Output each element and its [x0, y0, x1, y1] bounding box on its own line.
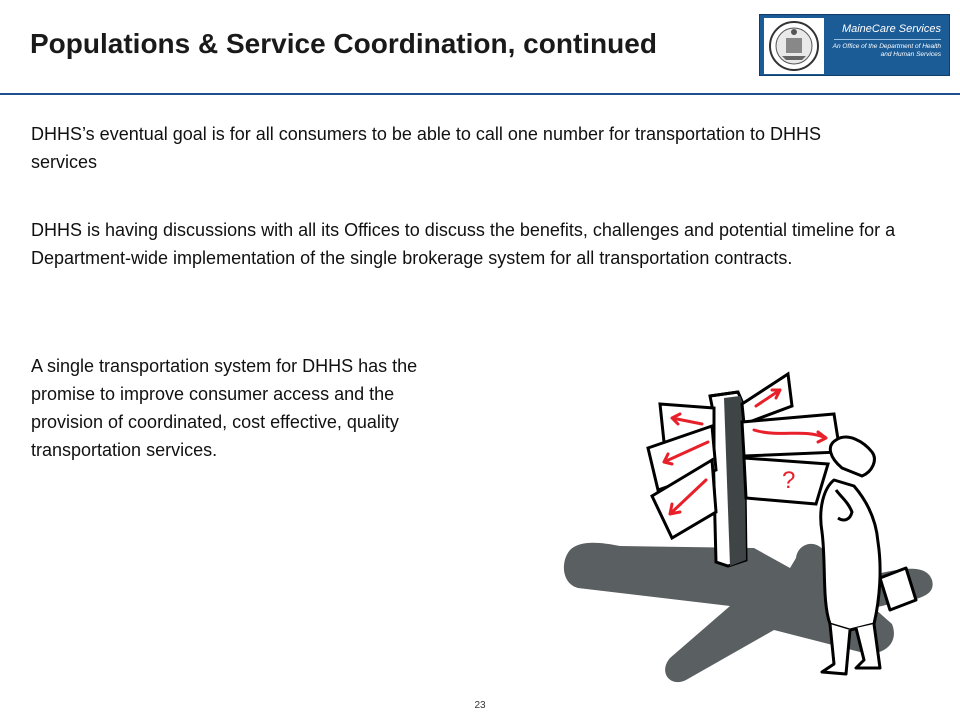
- title-divider: [0, 93, 960, 95]
- state-seal-icon: [764, 18, 824, 74]
- slide-title: Populations & Service Coordination, continued: [30, 28, 657, 59]
- paragraph-goal: DHHS’s eventual goal is for all consumers to be able to call one number for transportation to DHHS services: [31, 124, 822, 172]
- logo-name: MaineCare Services: [841, 23, 941, 35]
- paragraph-promise: A single transportation system for DHHS has the promise to improve consumer access and the provision of coordinated, cost effective, quality transportation services.: [31, 356, 418, 460]
- logo-subtitle: An Office of the Department of Health and Human Services: [832, 43, 941, 58]
- page-number: 23: [474, 700, 486, 711]
- paragraph-discussions: DHHS is having discussions with all its Offices to discuss the benefits, challenges and potential timeline for a Department-wide implementation of the single brokerage system for all transportation contracts.: [31, 220, 896, 268]
- question-mark-icon: ?: [782, 467, 796, 494]
- puzzled-man: [821, 437, 916, 674]
- signpost-illustration: [560, 362, 950, 707]
- left-signs: [648, 404, 716, 538]
- mainecare-logo: [759, 14, 950, 76]
- logo-divider: [834, 39, 941, 40]
